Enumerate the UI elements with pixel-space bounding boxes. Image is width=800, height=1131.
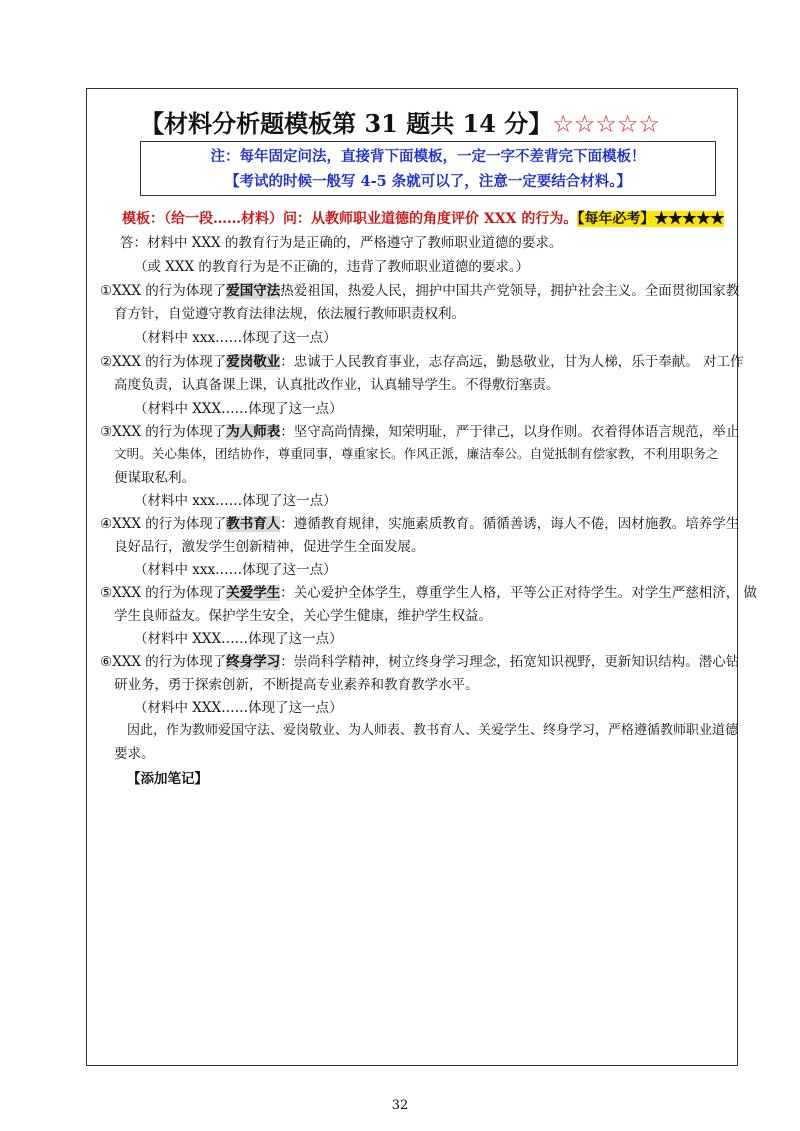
point-5-key: 关爱学生	[226, 585, 281, 601]
point-1-line-2: 育方针，自觉遵守教育法律法规，依法履行教师职责权利。	[114, 306, 465, 322]
point-3-line-3: 便谋取私利。	[114, 470, 195, 486]
point-2-key: 爱岗敬业	[226, 354, 281, 370]
point-5-line-2: 学生良师益友。保护学生安全，关心学生健康，维护学生权益。	[114, 608, 492, 624]
point-3-material: （材料中 xxx……体现了这一点）	[134, 493, 337, 509]
title-text: 【材料分析题模板第 31 题共 14 分】	[140, 109, 553, 138]
point-6-line-1: ⑥XXX 的行为体现了终身学习：崇尚科学精神，树立终身学习理念，拓宽知识视野，更新知识结构。潜心钻	[100, 654, 740, 670]
point-2-line-2: 高度负责，认真备课上课，认真批改作业，认真辅导学生。不得敷衍塞责。	[114, 377, 560, 393]
page-title	[0, 104, 800, 139]
point-1-material: （材料中 xxx……体现了这一点）	[134, 330, 337, 346]
point-6-key: 终身学习	[226, 654, 281, 670]
point-6-line-2: 研业务，勇于探索创新，不断提高专业素养和教育教学水平。	[114, 677, 479, 693]
point-4-material: （材料中 xxx……体现了这一点）	[134, 562, 337, 578]
point-2-material: （材料中 XXX……体现了这一点）	[134, 401, 343, 417]
answer-alt: （或 XXX 的教育行为是不正确的，违背了教师职业道德的要求。）	[134, 259, 530, 275]
note-box	[140, 141, 716, 196]
point-6-material: （材料中 XXX……体现了这一点）	[134, 700, 343, 716]
conclusion-line-1: 因此，作为教师爱国守法、爱岗敬业、为人师表、教书育人、关爱学生、终身学习，严格遵循教师职业道德	[127, 723, 739, 738]
point-4-line-2: 良好品行，激发学生创新精神，促进学生全面发展。	[114, 539, 425, 555]
answer-intro: 答：材料中 XXX 的教育行为是正确的，严格遵守了教师职业道德的要求。	[120, 235, 563, 251]
point-4-line-1: ④XXX 的行为体现了教书育人：遵循教育规律，实施素质教育。循循善诱，诲人不倦，因材施教。培养学生	[100, 516, 740, 532]
point-1-key: 爱国守法	[226, 283, 281, 299]
page-number: 32	[391, 1098, 409, 1113]
point-3-line-1: ③XXX 的行为体现了为人师表：坚守高尚情操，知荣明耻，严于律己，以身作则。衣着得体语言规范，举止	[100, 424, 740, 440]
template-question	[122, 208, 724, 228]
note-line-2: 【考试的时候一般写 4-5 条就可以了，注意一定要结合材料。】	[224, 173, 632, 190]
add-note-button[interactable]: 【添加笔记】	[127, 771, 208, 787]
must-test-tag: 【每年必考】★★★★★	[577, 211, 725, 227]
point-4-key: 教书育人	[226, 516, 281, 532]
point-3-key: 为人师表	[226, 424, 281, 440]
point-2-line-1: ②XXX 的行为体现了爱岗敬业：忠诚于人民教育事业，志存高远，勤恳敬业，甘为人梯，乐于奉献。 对工作	[100, 354, 744, 370]
point-5-material: （材料中 XXX……体现了这一点）	[134, 631, 343, 647]
point-3-line-2: 文明。关心集体，团结协作，尊重同事，尊重家长。作风正派，廉洁奉公。自觉抵制有偿家教，不利用职务之	[114, 446, 719, 461]
point-1-line-1: ①XXX 的行为体现了爱国守法热爱祖国，热爱人民，拥护中国共产党领导，拥护社会主义。全面贯彻国家教	[100, 283, 740, 299]
conclusion-line-2: 要求。	[114, 746, 155, 762]
point-5-line-1: ⑤XXX 的行为体现了关爱学生：关心爱护全体学生，尊重学生人格，平等公正对待学生。对学生严慈相济， 做	[100, 585, 758, 601]
note-line-1: 注：每年固定问法，直接背下面模板，一定一字不差背完下面模板！	[210, 148, 646, 165]
template-text: 模板：（给一段……材料）问：从教师职业道德的角度评价 XXX 的行为。	[122, 211, 578, 227]
star-rating: ☆☆☆☆☆	[552, 110, 660, 138]
